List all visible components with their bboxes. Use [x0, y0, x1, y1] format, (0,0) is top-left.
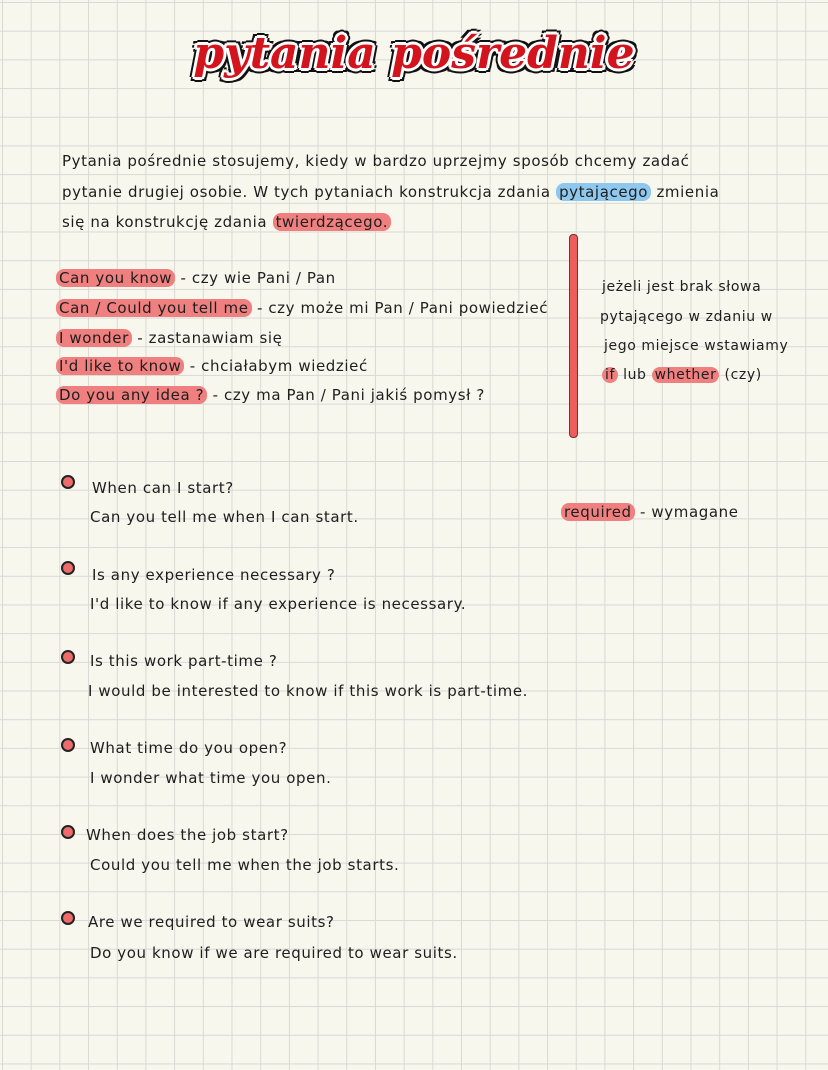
vocab-row — [561, 503, 739, 521]
example-question: When does the job start? — [86, 826, 289, 844]
example-answer: I wonder what time you open. — [90, 769, 332, 787]
phrase-en: I'd like to know — [56, 357, 184, 375]
page-title: pytania pośrednie — [193, 28, 635, 79]
phrase-row — [56, 386, 485, 404]
example-answer: Could you tell me when the job starts. — [90, 856, 400, 874]
note-lub: lub — [623, 367, 647, 383]
phrase-en: I wonder — [56, 329, 132, 347]
highlight-if: if — [602, 367, 618, 383]
phrase-pl: - czy może mi Pan / Pani powiedzieć — [256, 299, 549, 317]
phrase-row — [56, 357, 368, 375]
highlight-twierdzacego: twierdzącego. — [273, 213, 392, 231]
phrase-row — [56, 269, 336, 287]
highlight-pytajacego: pytającego — [556, 183, 651, 201]
bullet-icon — [61, 738, 75, 752]
bullet-icon — [61, 911, 75, 925]
intro-text: się na konstrukcję zdania — [62, 213, 268, 231]
example-answer: I'd like to know if any experience is necessary. — [90, 595, 467, 613]
phrase-pl: - czy ma Pan / Pani jakiś pomysł ? — [212, 386, 485, 404]
example-answer: I would be interested to know if this work is part-time. — [88, 682, 529, 700]
example-question: Are we required to wear suits? — [88, 913, 335, 931]
note-line-1: jeżeli jest brak słowa — [602, 279, 762, 295]
note-line-2: pytającego w zdaniu w — [600, 309, 773, 325]
note-line-3: jego miejsce wstawiamy — [604, 338, 789, 354]
phrase-pl: - chciałabym wiedzieć — [189, 357, 368, 375]
intro-line-1: Pytania pośrednie stosujemy, kiedy w bardzo uprzejmy sposób chcemy zadać — [62, 152, 690, 170]
phrase-pl: - czy wie Pani / Pan — [180, 269, 336, 287]
phrase-en: Can / Could you tell me — [56, 299, 252, 317]
highlight-whether: whether — [652, 367, 720, 383]
example-answer: Can you tell me when I can start. — [90, 508, 359, 526]
phrase-en: Can you know — [56, 269, 175, 287]
note-czy: (czy) — [724, 367, 762, 383]
intro-line-3 — [62, 213, 391, 231]
note-line-4 — [602, 367, 762, 383]
example-question: What time do you open? — [90, 739, 288, 757]
example-question: Is any experience necessary ? — [92, 566, 336, 584]
intro-text: zmienia — [656, 183, 720, 201]
vocab-word: required — [561, 503, 635, 521]
example-answer: Do you know if we are required to wear suits. — [90, 944, 458, 962]
vocab-translation: - wymagane — [640, 503, 739, 521]
intro-line-2 — [62, 183, 719, 201]
divider-bar — [569, 234, 578, 438]
bullet-icon — [61, 561, 75, 575]
example-question: When can I start? — [92, 479, 234, 497]
bullet-icon — [61, 475, 75, 489]
phrase-row — [56, 329, 283, 347]
bullet-icon — [61, 825, 75, 839]
intro-text: pytanie drugiej osobie. W tych pytaniach konstrukcja zdania — [62, 183, 551, 201]
phrase-row — [56, 299, 548, 317]
example-question: Is this work part-time ? — [90, 652, 278, 670]
bullet-icon — [61, 650, 75, 664]
phrase-pl: - zastanawiam się — [137, 329, 283, 347]
phrase-en: Do you any idea ? — [56, 386, 207, 404]
